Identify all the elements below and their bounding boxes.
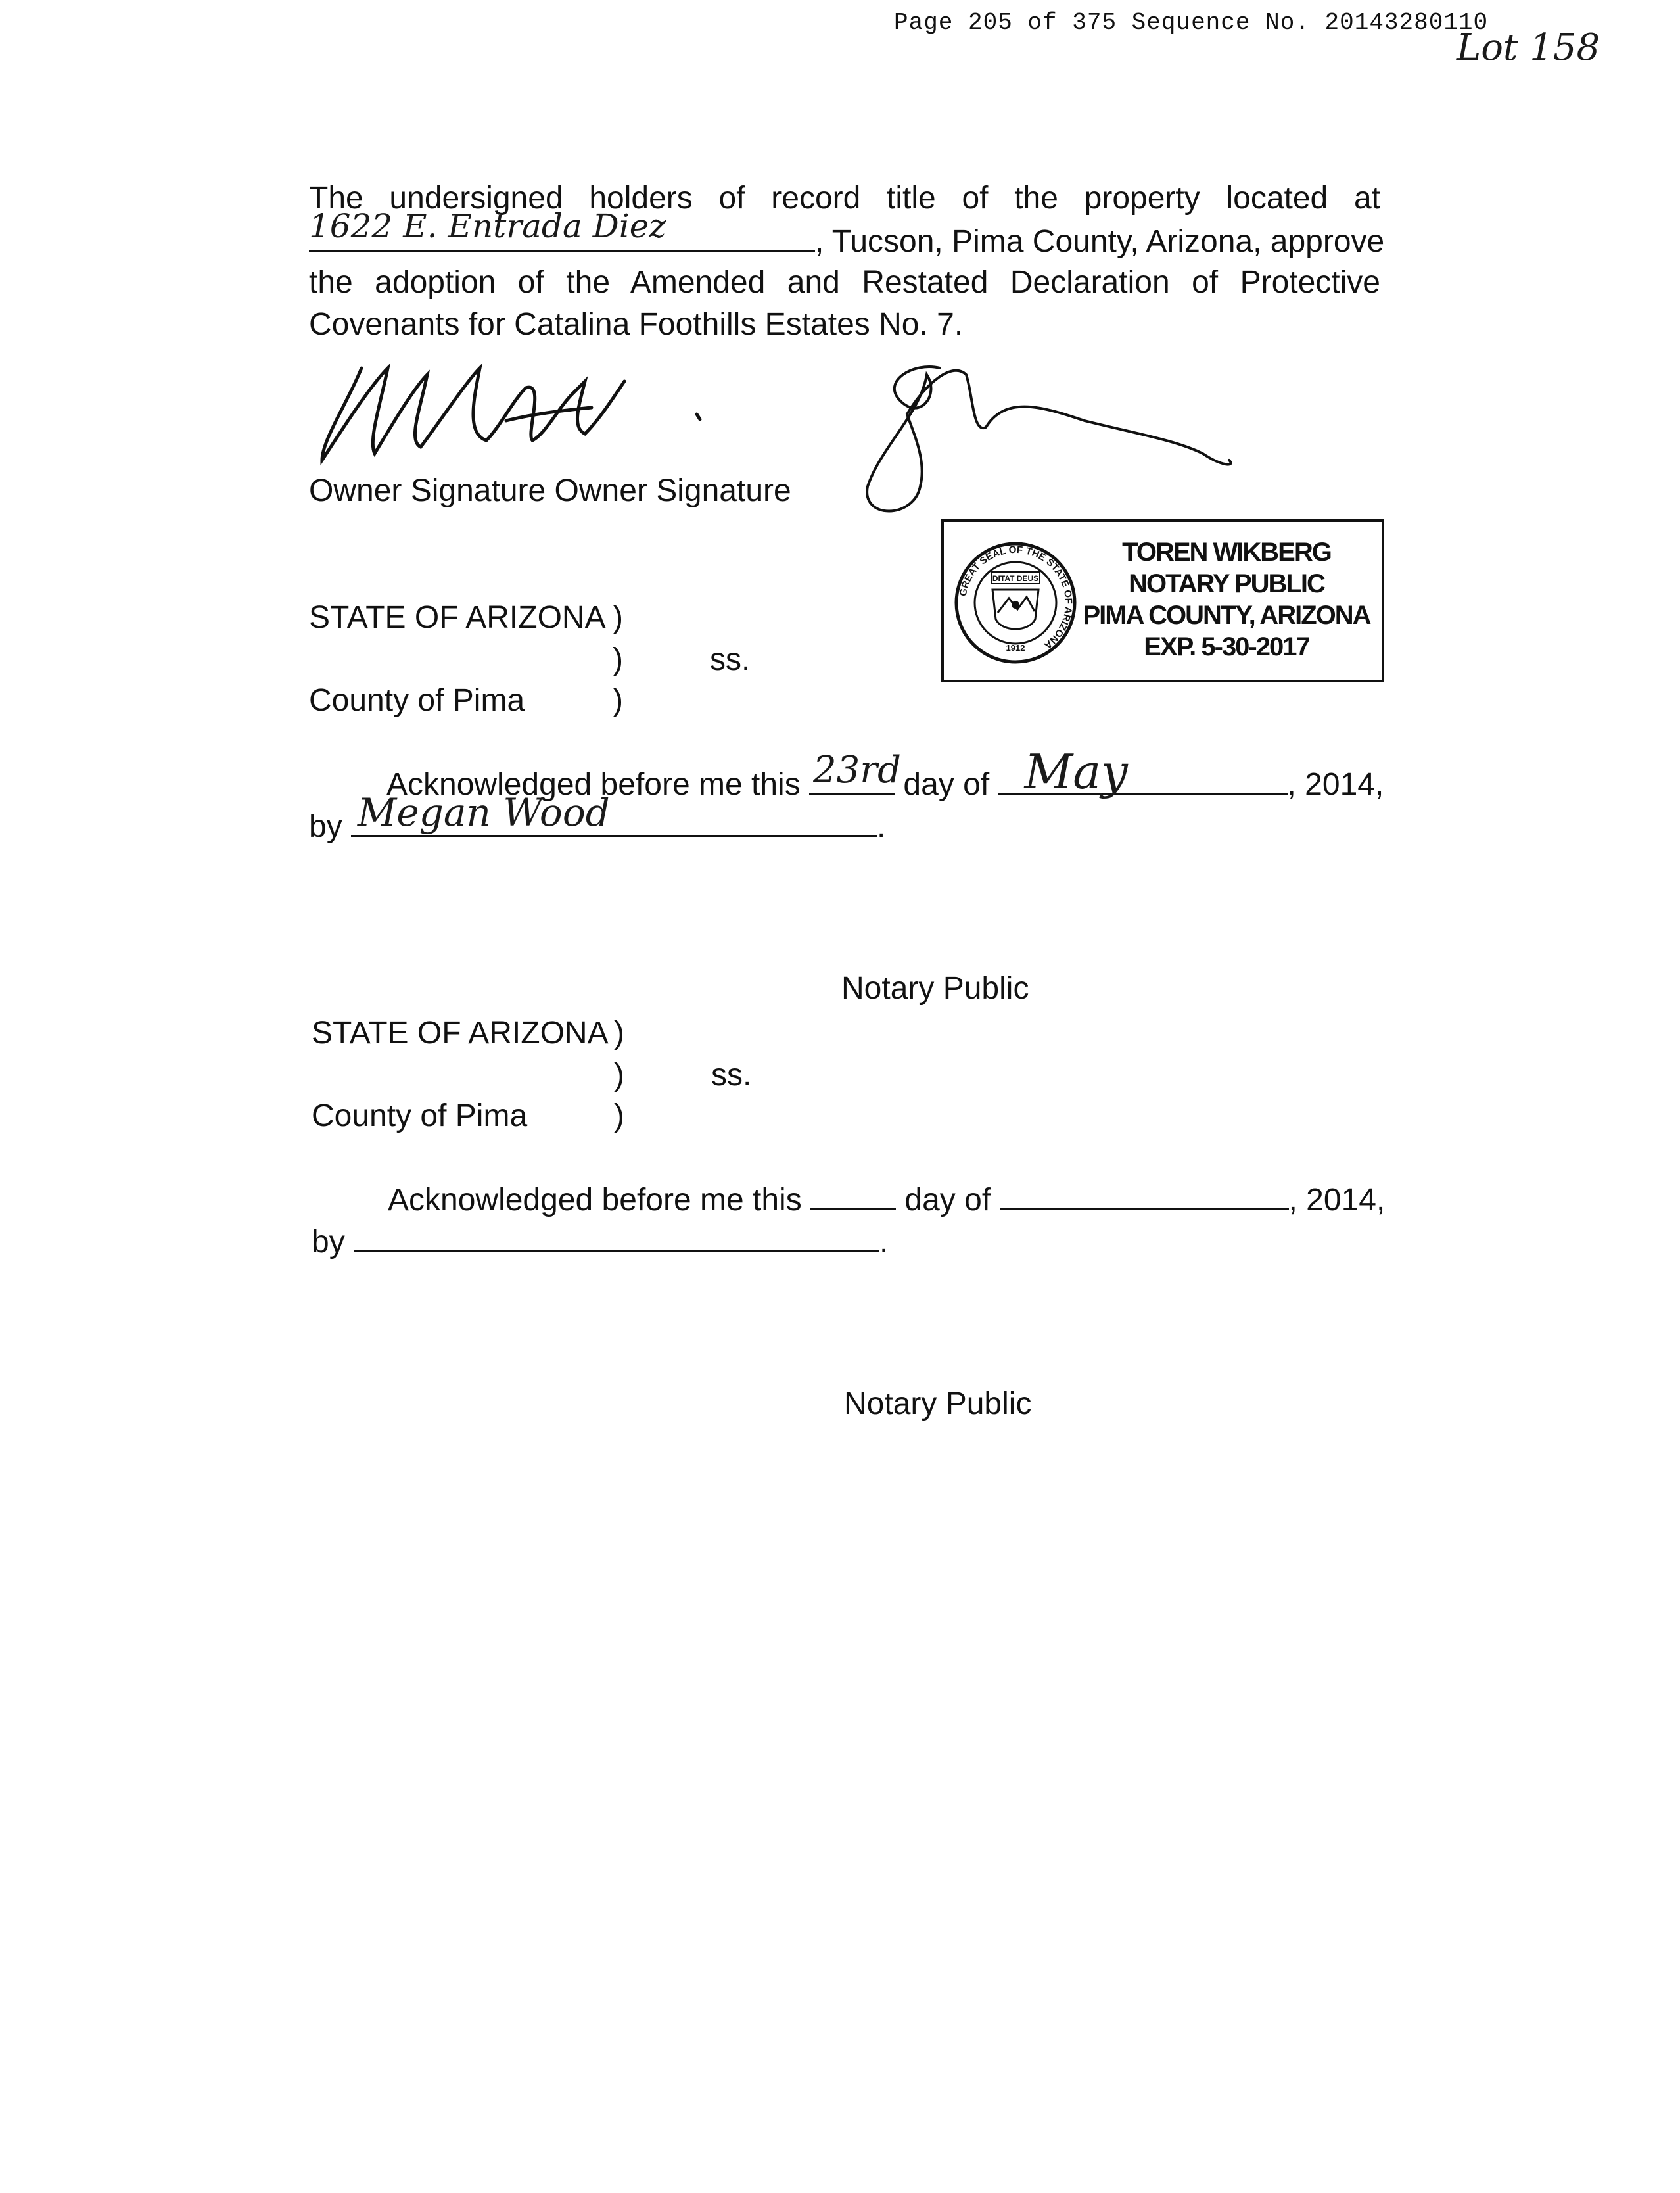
block2-paren-3: )	[614, 1098, 624, 1133]
state-seal-icon	[953, 540, 1078, 665]
block1-period: .	[877, 809, 886, 844]
intro-line-4: Covenants for Catalina Foothills Estates No. 7.	[309, 307, 964, 342]
stamp-text-block	[1075, 536, 1378, 663]
block1-day-blank	[809, 749, 901, 795]
block2-by: by	[312, 1225, 345, 1260]
block2-ack-line	[388, 1178, 1385, 1221]
intro-line-1: The undersigned holders of record title of the property located at	[309, 181, 1380, 216]
block1-month-blank	[998, 744, 1288, 799]
block1-by: by	[309, 809, 342, 844]
block1-by-line	[309, 790, 886, 848]
block1-day-of: day of	[903, 767, 990, 802]
block1-ack-prefix: Acknowledged before me this	[386, 767, 801, 802]
stamp-title: NOTARY PUBLIC	[1129, 569, 1324, 598]
block1-year: , 2014,	[1287, 767, 1384, 802]
block2-paren-2: )	[614, 1058, 624, 1093]
address-handwritten: 1622 E. Entrada Diez	[309, 207, 666, 245]
block1-paren-1: )	[613, 600, 623, 635]
block2-state: STATE OF ARIZONA	[312, 1016, 609, 1050]
block1-by-blank	[351, 790, 877, 837]
block1-ss: ss.	[710, 642, 751, 677]
stamp-expires: EXP. 5-30-2017	[1144, 632, 1309, 661]
intro-line-2-text: , Tucson, Pima County, Arizona, approve	[815, 224, 1385, 259]
block1-state: STATE OF ARIZONA	[309, 600, 606, 635]
block2-by-blank	[354, 1220, 879, 1252]
block2-day-blank	[810, 1178, 896, 1210]
seal-motto: DITAT DEUS	[992, 574, 1039, 583]
block2-notary-public: Notary Public	[844, 1386, 1032, 1421]
owner-signature-1	[309, 342, 769, 473]
notary-stamp	[941, 519, 1384, 682]
seal-year: 1912	[1006, 643, 1025, 653]
address-blank	[309, 207, 815, 252]
stamp-name: TOREN WIKBERG	[1122, 538, 1331, 567]
block1-day-handwritten: 23rd	[813, 749, 901, 791]
block2-ss: ss.	[711, 1058, 752, 1093]
stamp-county: PIMA COUNTY, ARIZONA	[1083, 601, 1370, 630]
block1-by-handwritten: Megan Wood	[358, 790, 610, 835]
block2-day-of: day of	[904, 1183, 991, 1217]
lot-note-handwritten: Lot 158	[1457, 26, 1600, 69]
block1-paren-2: )	[613, 642, 623, 677]
block1-notary-public: Notary Public	[841, 971, 1029, 1006]
page-sequence-header: Page 205 of 375 Sequence No. 20143280110	[894, 9, 1489, 36]
block2-period: .	[879, 1225, 889, 1260]
block2-ack-prefix: Acknowledged before me this	[388, 1183, 802, 1217]
block2-month-blank	[1000, 1178, 1289, 1210]
intro-line-2	[309, 207, 1385, 263]
intro-line-3: the adoption of the Amended and Restated Declaration of Protective	[309, 265, 1380, 300]
block2-by-line	[312, 1220, 888, 1263]
block1-month-handwritten: May	[1024, 744, 1128, 799]
seal-ring-text: GREAT SEAL OF THE STATE OF ARIZONA	[957, 544, 1075, 651]
block2-paren-1: )	[614, 1016, 624, 1050]
owner-signature-label: Owner Signature Owner Signature	[309, 473, 791, 508]
block2-county: County of Pima	[312, 1098, 528, 1133]
block2-year: , 2014,	[1288, 1183, 1386, 1217]
block1-paren-3: )	[613, 683, 623, 718]
block1-county: County of Pima	[309, 683, 525, 718]
owner-signature-2	[808, 355, 1308, 526]
